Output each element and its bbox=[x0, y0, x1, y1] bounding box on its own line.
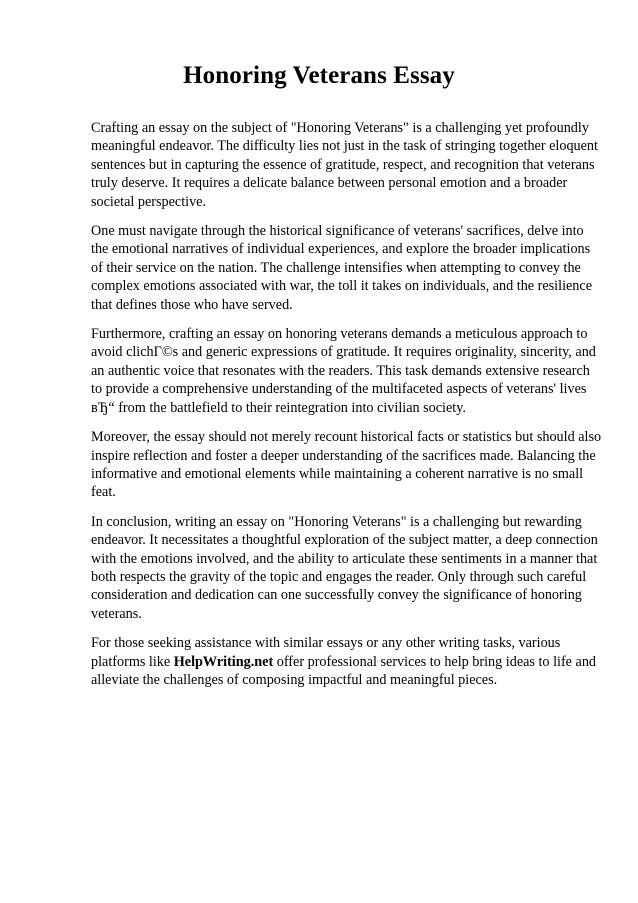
paragraph-originality: Furthermore, crafting an essay on honoring veterans demands a meticulous approach to avoid clichГ©s and generic expressions of gratitude. It requires originality, sincerity, and an authentic voice that resonates with the readers. This task demands extensive research to provide a comprehensive understanding of the multifaceted aspects of veterans' lives вЂ“ from the battlefield to their reintegration into civilian society. bbox=[91, 326, 596, 416]
paragraph-reflection: Moreover, the essay should not merely recount historical facts or statistics but should also inspire reflection and foster a deeper understanding of the sacrifices made. Balancing the informative and emotional elements while maintaining a coherent narrative is no small feat. bbox=[91, 429, 602, 501]
paragraph-closing bbox=[91, 634, 603, 689]
paragraph-historical: One must navigate through the historical significance of veterans' sacrifices, delve into the emotional narratives of individual experiences, and explore the broader implications of their service on the nation. The challenge intensifies when attempting to convey the complex emotions associated with war, the toll it takes on individuals, and the resilience that defines those who have served. bbox=[91, 223, 592, 313]
closing-text-after: offer professional services to help bring ideas to life and alleviate the challenges of composing impactful and meaningful pieces. bbox=[91, 653, 597, 688]
paragraph-conclusion: In conclusion, writing an essay on "Honoring Veterans" is a challenging but rewarding endeavor. It necessitates a thoughtful exploration of the subject matter, a deep connection with the emotions involved, and the ability to articulate these sentiments in a manner that both respects the gravity of the topic and engages the reader. Only through such careful consideration and dedication can one successfully convey the significance of honoring veterans. bbox=[91, 513, 598, 622]
document-title: Honoring Veterans Essay bbox=[183, 62, 455, 89]
closing-text-before: For those seeking assistance with similar essays or any other writing tasks, various platforms like bbox=[91, 635, 561, 670]
paragraph-intro: Crafting an essay on the subject of "Honoring Veterans" is a challenging yet profoundly meaningful endeavor. The difficulty lies not just in the task of stringing together eloquent sentences but in capturing the essence of gratitude, respect, and recognition that veterans truly deserve. It requires a delicate balance between personal emotion and a broader societal perspective. bbox=[91, 120, 598, 210]
document-body bbox=[91, 119, 603, 700]
brand-name: HelpWriting.net bbox=[173, 653, 274, 670]
